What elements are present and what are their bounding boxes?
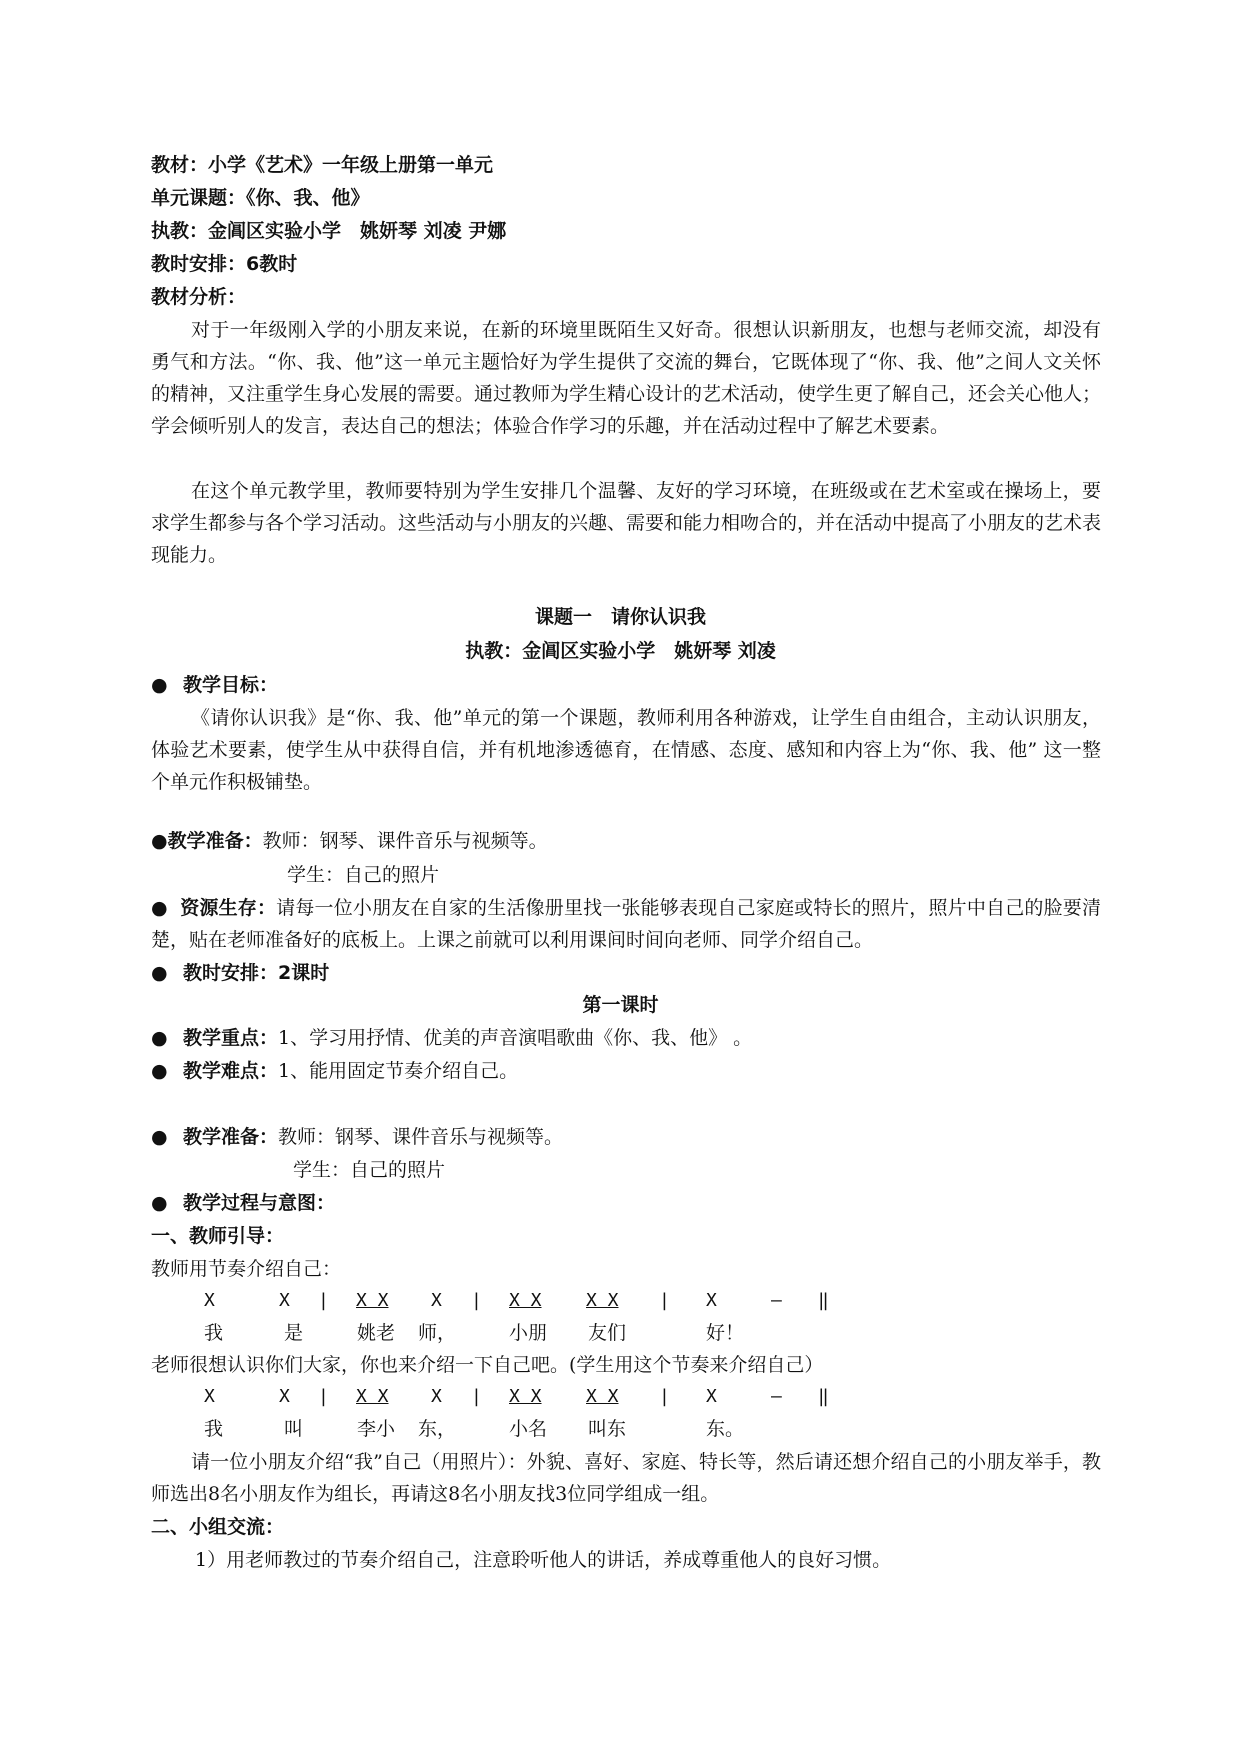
rhythm-dash: — (771, 1386, 782, 1407)
hours-label: 教时安排： (183, 962, 279, 984)
bullet-icon: ● (151, 1126, 168, 1148)
prep-teacher: 教师：钢琴、课件音乐与视频等。 (262, 830, 548, 852)
material-value: 小学《艺术》一年级上册第一单元 (208, 154, 494, 176)
bullet-icon: ● (151, 830, 168, 852)
lesson-title (0, 602, 1241, 632)
lyric-word: 友们 (588, 1322, 627, 1344)
prep-line (151, 826, 548, 856)
rhythm-note: X (204, 1386, 215, 1407)
rhythm-double-barline: ‖ (818, 1386, 829, 1407)
rhythm-note: X (279, 1386, 290, 1407)
lyrics-line-1 (0, 1318, 1241, 1348)
class1-prep-teacher: 教师：钢琴、课件音乐与视频等。 (278, 1126, 564, 1148)
lesson-teacher (0, 636, 1241, 666)
lyrics-line-2 (0, 1414, 1241, 1444)
bullet-icon: ● (151, 897, 168, 919)
rhythm-double-barline: ‖ (818, 1290, 829, 1311)
difficulty-label: 教学难点： (183, 1060, 279, 1082)
step1-paragraph: 请一位小朋友介绍“我”自己（用照片）：外貌、喜好、家庭、特长等，然后请还想介绍自己的小朋友举手，教师选出8名小朋友作为组长，再请这8名小朋友找3位同学组成一组。 (151, 1451, 1101, 1505)
key-point-text: 1、学习用抒情、优美的声音演唱歌曲《你、我、他》 。 (278, 1027, 753, 1049)
step1-heading-text: 一、教师引导： (151, 1225, 285, 1247)
hours-line (151, 958, 329, 988)
lyric-word: 小朋 (509, 1322, 548, 1344)
step1-heading (151, 1221, 284, 1251)
process-heading (151, 1188, 335, 1218)
class1-prep-student: 学生：自己的照片 (293, 1159, 446, 1181)
step2-heading-text: 二、小组交流： (151, 1516, 285, 1538)
lesson-title-text: 课题一 请你认识我 (534, 606, 706, 628)
rhythm-note: X (706, 1386, 717, 1407)
teacher-line (151, 216, 506, 246)
rhythm-note: X X (356, 1386, 389, 1407)
class1-prep-line (151, 1122, 563, 1152)
lyric-word: 好！ (706, 1322, 745, 1344)
rhythm-note: X X (509, 1386, 542, 1407)
unit-topic-line (151, 183, 370, 213)
rhythm-line-2 (0, 1382, 1241, 1412)
analysis-label: 教材分析： (151, 286, 247, 308)
invite-line: 老师很想认识你们大家，你也来介绍一下自己吧。(学生用这个节奏来介绍自己） (151, 1354, 824, 1376)
lyric-word: 师， (418, 1322, 457, 1344)
resource-paragraph (151, 892, 1101, 956)
unit-topic-value: 《你、我、他》 (246, 187, 370, 209)
rhythm-barline: | (471, 1290, 482, 1311)
lyric-word: 姚老 (357, 1322, 396, 1344)
schedule-label: 教时安排： (151, 253, 247, 275)
class1-title (0, 990, 1241, 1020)
class1-prep-label: 教学准备： (183, 1126, 279, 1148)
rhythm-note: X X (586, 1386, 619, 1407)
bullet-icon: ● (151, 1192, 168, 1214)
schedule-line (151, 249, 297, 279)
resource-label: 资源生存： (180, 897, 277, 919)
goal-label: 教学目标： (183, 674, 279, 696)
key-point-line (151, 1023, 752, 1053)
step2-item-1: 1）用老师教过的节奏介绍自己，注意聆听他人的讲话，养成尊重他人的良好习惯。 (195, 1549, 892, 1571)
rhythm-note: X X (356, 1290, 389, 1311)
lyric-word: 我 (204, 1418, 224, 1440)
lyric-word: 李小 (357, 1418, 396, 1440)
process-label: 教学过程与意图： (183, 1192, 336, 1214)
rhythm-dash: — (771, 1290, 782, 1311)
lyric-word: 东， (418, 1418, 457, 1440)
unit-topic-label: 单元课题： (151, 187, 247, 209)
resource-text: 请每一位小朋友在自家的生活像册里找一张能够表现自己家庭或特长的照片，照片中自己的脸要清楚，贴在老师准备好的底板上。上课之前就可以利用课间时间向老师、同学介绍自己。 (151, 897, 1101, 951)
rhythm-note: X X (586, 1290, 619, 1311)
material-line (151, 150, 493, 180)
hours-value: 2课时 (278, 962, 330, 984)
step1-intro: 教师用节奏介绍自己： (151, 1258, 342, 1280)
analysis-paragraph-2: 在这个单元教学里，教师要特别为学生安排几个温馨、友好的学习环境，在班级或在艺术室或在操场上，要求学生都参与各个学习活动。这些活动与小朋友的兴趣、需要和能力相吻合的，并在活动中提高了小朋友的艺术表现能力。 (151, 480, 1102, 566)
bullet-icon: ● (151, 962, 168, 984)
analysis-paragraph-1: 对于一年级刚入学的小朋友来说，在新的环境里既陌生又好奇。很想认识新朋友，也想与老师交流，却没有勇气和方法。“你、我、他”这一单元主题恰好为学生提供了交流的舞台，它既体现了“你、我、他”之间人文关怀的精神，又注重学生身心发展的需要。通过教师为学生精心设计的艺术活动，使学生更了解自己，还会关心他人；学会倾听别人的发言，表达自己的想法；体验合作学习的乐趣，并在活动过程中了解艺术要素。 (151, 319, 1102, 437)
rhythm-barline: | (659, 1290, 670, 1311)
lyric-word: 叫东 (588, 1418, 627, 1440)
goal-heading (151, 670, 278, 700)
difficulty-line (151, 1056, 518, 1086)
rhythm-line-1 (0, 1286, 1241, 1316)
rhythm-barline: | (471, 1386, 482, 1407)
rhythm-note: X (431, 1290, 442, 1311)
rhythm-barline: | (318, 1386, 329, 1407)
lyric-word: 小名 (509, 1418, 548, 1440)
lyric-word: 我 (204, 1322, 224, 1344)
difficulty-text: 1、能用固定节奏介绍自己。 (278, 1060, 519, 1082)
lyric-word: 东。 (706, 1418, 745, 1440)
bullet-icon: ● (151, 674, 168, 696)
teacher-label: 执教： (151, 220, 209, 242)
rhythm-note: X X (509, 1290, 542, 1311)
rhythm-note: X (204, 1290, 215, 1311)
rhythm-note: X (279, 1290, 290, 1311)
bullet-icon: ● (151, 1027, 168, 1049)
class1-title-text: 第一课时 (582, 994, 659, 1016)
material-label: 教材： (151, 154, 209, 176)
lyric-word: 叫 (284, 1418, 304, 1440)
bullet-icon: ● (151, 1060, 168, 1082)
rhythm-barline: | (659, 1386, 670, 1407)
prep-label: 教学准备： (167, 830, 263, 852)
lesson-teacher-text: 执教：金阊区实验小学 姚妍琴 刘凌 (465, 640, 776, 662)
schedule-value: 6教时 (246, 253, 298, 275)
rhythm-note: X (706, 1290, 717, 1311)
prep-student: 学生：自己的照片 (287, 864, 440, 886)
lyric-word: 是 (284, 1322, 304, 1344)
rhythm-barline: | (318, 1290, 329, 1311)
teacher-value: 金阊区实验小学 姚妍琴 刘凌 尹娜 (208, 220, 507, 242)
goal-paragraph: 《请你认识我》是“你、我、他”单元的第一个课题，教师利用各种游戏，让学生自由组合，主动认识朋友，体验艺术要素，使学生从中获得自信，并有机地渗透德育，在情感、态度、感知和内容上为“你、我、他” 这一整个单元作积极铺垫。 (151, 707, 1101, 793)
analysis-heading (151, 282, 246, 312)
step2-heading (151, 1512, 284, 1542)
key-point-label: 教学重点： (183, 1027, 279, 1049)
rhythm-note: X (431, 1386, 442, 1407)
